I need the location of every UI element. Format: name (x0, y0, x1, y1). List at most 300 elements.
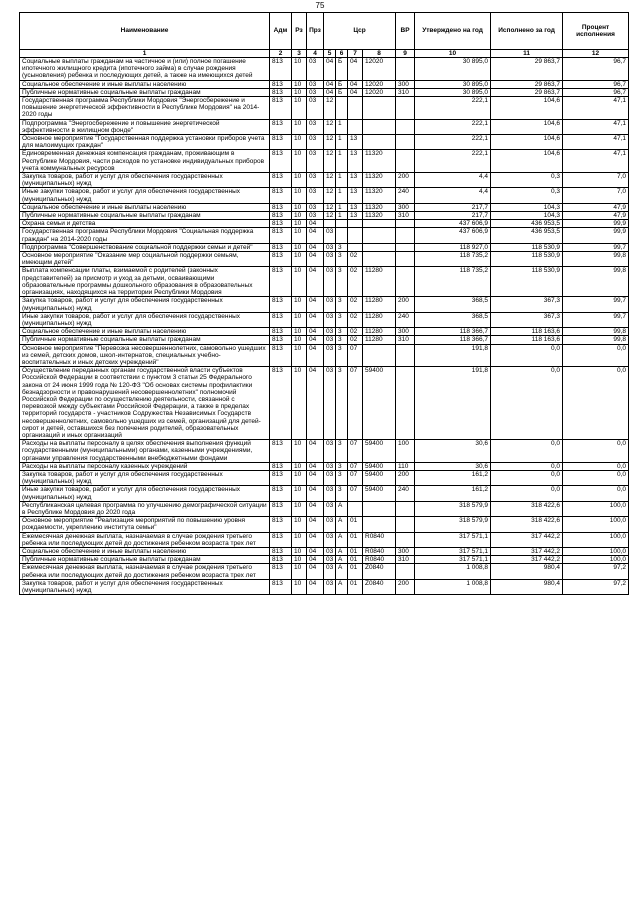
row-executed: 0,0 (491, 367, 563, 440)
row-name: Ежемесячная денежная выплата, назначаемая в случае рождения третьего ребенка или последующих детей до достижения ребенком возраста трех лет (20, 564, 270, 579)
row-percent: 99,7 (563, 312, 629, 327)
row-percent: 97,2 (563, 564, 629, 579)
row-name: Закупка товаров, работ и услуг для обеспечения государственных (муниципальных) нужд (20, 173, 270, 188)
row-adm: 813 (270, 486, 292, 501)
table-row (20, 220, 629, 228)
row-csr-program: 12 (324, 150, 336, 173)
row-name: Публичные нормативные социальные выплаты гражданам (20, 88, 270, 96)
row-percent: 100,0 (563, 556, 629, 564)
column-number: 5 (324, 50, 336, 58)
table-row (20, 462, 629, 470)
row-percent: 100,0 (563, 532, 629, 547)
row-rz: 10 (292, 243, 307, 251)
row-csr-program: 03 (324, 328, 336, 336)
row-approved: 222,1 (415, 97, 491, 120)
row-prz: 04 (307, 312, 324, 327)
row-percent: 0,0 (563, 462, 629, 470)
row-rz: 10 (292, 486, 307, 501)
row-csr-direction (363, 97, 396, 120)
row-csr-subprogram: 1 (336, 212, 348, 220)
row-prz: 04 (307, 297, 324, 312)
row-approved: 30,6 (415, 440, 491, 463)
row-name: Социальное обеспечение и иные выплаты населению (20, 328, 270, 336)
row-prz: 04 (307, 532, 324, 547)
row-csr-program: 12 (324, 119, 336, 134)
row-vr (396, 267, 415, 297)
row-percent: 99,8 (563, 336, 629, 344)
row-percent: 0,0 (563, 367, 629, 440)
row-adm: 813 (270, 119, 292, 134)
table-row (20, 267, 629, 297)
table-row (20, 297, 629, 312)
row-rz: 10 (292, 517, 307, 532)
row-rz: 10 (292, 501, 307, 516)
row-csr-subprogram: 1 (336, 188, 348, 203)
row-prz: 04 (307, 470, 324, 485)
row-csr-subprogram: 1 (336, 119, 348, 134)
row-prz: 04 (307, 228, 324, 243)
row-csr-program: 12 (324, 173, 336, 188)
row-csr-program: 03 (324, 470, 336, 485)
row-csr-program: 03 (324, 564, 336, 579)
column-number: 4 (307, 50, 324, 58)
row-prz: 04 (307, 267, 324, 297)
row-approved: 437 606,9 (415, 228, 491, 243)
row-adm: 813 (270, 344, 292, 367)
row-executed: 29 863,7 (491, 58, 563, 81)
row-csr-event (348, 97, 363, 120)
row-approved: 30,6 (415, 462, 491, 470)
row-csr-event: 13 (348, 212, 363, 220)
table-row (20, 564, 629, 579)
row-adm: 813 (270, 220, 292, 228)
row-prz: 03 (307, 80, 324, 88)
row-approved: 437 606,9 (415, 220, 491, 228)
row-rz: 10 (292, 267, 307, 297)
row-csr-event: 02 (348, 297, 363, 312)
row-approved: 217,7 (415, 203, 491, 211)
row-rz: 10 (292, 228, 307, 243)
row-name: Государственная программа Республики Мордовия "Социальная поддержка граждан" на 2014-2020 годы (20, 228, 270, 243)
row-csr-direction: 11320 (363, 203, 396, 211)
row-csr-direction: 11280 (363, 267, 396, 297)
row-approved: 118 927,0 (415, 243, 491, 251)
row-csr-event: 07 (348, 440, 363, 463)
row-percent: 96,7 (563, 58, 629, 81)
row-csr-program: 03 (324, 243, 336, 251)
row-name: Иные закупки товаров, работ и услуг для обеспечения государственных (муниципальных) нужд (20, 188, 270, 203)
row-executed: 118 530,9 (491, 243, 563, 251)
table-row (20, 517, 629, 532)
row-csr-subprogram: А (336, 532, 348, 547)
row-executed: 317 442,2 (491, 532, 563, 547)
table-row (20, 173, 629, 188)
row-csr-direction: 11280 (363, 312, 396, 327)
row-vr (396, 135, 415, 150)
column-number: 1 (20, 50, 270, 58)
row-vr: 300 (396, 203, 415, 211)
row-csr-event: 02 (348, 267, 363, 297)
row-name: Республиканская целевая программа по улучшению демографической ситуации в Республике Мордовия до 2020 года (20, 501, 270, 516)
row-name: Основное мероприятие "Оказание мер социальной поддержки семьям, имеющим детей" (20, 252, 270, 267)
row-rz: 10 (292, 252, 307, 267)
row-executed: 104,6 (491, 119, 563, 134)
row-csr-event: 07 (348, 344, 363, 367)
table-row (20, 188, 629, 203)
row-csr-event: 07 (348, 470, 363, 485)
row-approved: 317 571,1 (415, 548, 491, 556)
row-name: Закупка товаров, работ и услуг для обеспечения государственных (муниципальных) нужд (20, 579, 270, 594)
row-vr (396, 58, 415, 81)
row-approved: 118 366,7 (415, 336, 491, 344)
row-percent: 99,9 (563, 220, 629, 228)
row-adm: 813 (270, 297, 292, 312)
row-prz: 04 (307, 252, 324, 267)
row-executed: 436 953,5 (491, 220, 563, 228)
column-number: 2 (270, 50, 292, 58)
row-approved: 222,1 (415, 150, 491, 173)
row-adm: 813 (270, 579, 292, 594)
row-csr-event: 07 (348, 367, 363, 440)
row-csr-subprogram: 3 (336, 267, 348, 297)
row-adm: 813 (270, 556, 292, 564)
row-csr-event (348, 119, 363, 134)
row-rz: 10 (292, 173, 307, 188)
column-number: 9 (396, 50, 415, 58)
row-csr-subprogram: 3 (336, 252, 348, 267)
row-percent: 47,9 (563, 212, 629, 220)
row-vr: 310 (396, 212, 415, 220)
row-csr-program: 03 (324, 267, 336, 297)
table-row (20, 312, 629, 327)
row-csr-program: 03 (324, 517, 336, 532)
row-approved: 368,5 (415, 297, 491, 312)
row-adm: 813 (270, 267, 292, 297)
row-csr-subprogram (336, 228, 348, 243)
row-csr-direction: 59400 (363, 462, 396, 470)
table-row (20, 470, 629, 485)
row-adm: 813 (270, 548, 292, 556)
header-executed: Исполнено за год (491, 13, 563, 50)
row-executed: 367,3 (491, 297, 563, 312)
row-csr-event: 02 (348, 336, 363, 344)
row-csr-event: 01 (348, 548, 363, 556)
row-executed: 980,4 (491, 579, 563, 594)
row-prz: 04 (307, 556, 324, 564)
row-rz: 10 (292, 220, 307, 228)
header-name: Наименование (20, 13, 270, 50)
row-adm: 813 (270, 462, 292, 470)
row-csr-direction (363, 135, 396, 150)
row-csr-subprogram: 1 (336, 173, 348, 188)
table-row (20, 579, 629, 594)
row-csr-program: 12 (324, 135, 336, 150)
row-approved: 191,8 (415, 367, 491, 440)
column-number-row (20, 50, 629, 58)
row-vr (396, 532, 415, 547)
row-approved: 191,8 (415, 344, 491, 367)
table-row (20, 556, 629, 564)
row-csr-direction: 11320 (363, 150, 396, 173)
row-csr-subprogram: 3 (336, 344, 348, 367)
header-prz: Прз (307, 13, 324, 50)
row-prz: 03 (307, 135, 324, 150)
row-prz: 04 (307, 501, 324, 516)
row-csr-program: 03 (324, 344, 336, 367)
row-vr: 200 (396, 297, 415, 312)
row-csr-subprogram: 3 (336, 336, 348, 344)
row-csr-event (348, 501, 363, 516)
table-row (20, 228, 629, 243)
row-csr-subprogram: 1 (336, 135, 348, 150)
row-csr-subprogram: 3 (336, 328, 348, 336)
row-approved: 4,4 (415, 173, 491, 188)
row-prz: 04 (307, 243, 324, 251)
row-csr-subprogram: 1 (336, 150, 348, 173)
table-row (20, 212, 629, 220)
row-rz: 10 (292, 58, 307, 81)
row-csr-program: 03 (324, 579, 336, 594)
row-prz: 04 (307, 548, 324, 556)
row-csr-program: 03 (324, 501, 336, 516)
row-csr-program: 03 (324, 312, 336, 327)
row-executed: 317 442,2 (491, 548, 563, 556)
row-adm: 813 (270, 517, 292, 532)
row-prz: 04 (307, 517, 324, 532)
row-name: Публичные нормативные социальные выплаты гражданам (20, 556, 270, 564)
row-executed: 980,4 (491, 564, 563, 579)
row-csr-direction (363, 228, 396, 243)
row-adm: 813 (270, 58, 292, 81)
column-number: 12 (563, 50, 629, 58)
row-vr (396, 517, 415, 532)
row-csr-subprogram: 3 (336, 367, 348, 440)
row-percent: 99,8 (563, 328, 629, 336)
table-row (20, 344, 629, 367)
row-name: Закупка товаров, работ и услуг для обеспечения государственных (муниципальных) нужд (20, 297, 270, 312)
row-vr: 200 (396, 173, 415, 188)
row-name: Основное мероприятие "Государственная поддержка установки приборов учета для малоимущих граждан" (20, 135, 270, 150)
row-csr-direction (363, 243, 396, 251)
row-adm: 813 (270, 135, 292, 150)
row-executed: 104,6 (491, 97, 563, 120)
row-csr-subprogram: А (336, 501, 348, 516)
row-csr-program: 12 (324, 212, 336, 220)
row-rz: 10 (292, 97, 307, 120)
row-csr-direction: 59400 (363, 440, 396, 463)
row-name: Ежемесячная денежная выплата, назначаемая в случае рождения третьего ребенка или последующих детей до достижения ребенком возраста трех лет (20, 532, 270, 547)
column-number: 10 (415, 50, 491, 58)
table-row (20, 440, 629, 463)
row-percent: 47,9 (563, 203, 629, 211)
row-approved: 30 895,0 (415, 80, 491, 88)
row-percent: 97,2 (563, 579, 629, 594)
row-executed: 29 863,7 (491, 80, 563, 88)
table-row (20, 252, 629, 267)
column-number: 8 (363, 50, 396, 58)
row-approved: 317 571,1 (415, 556, 491, 564)
header-adm: Адм (270, 13, 292, 50)
row-executed: 118 163,6 (491, 336, 563, 344)
row-executed: 436 953,5 (491, 228, 563, 243)
row-name: Социальное обеспечение и иные выплаты населению (20, 548, 270, 556)
row-percent: 47,1 (563, 119, 629, 134)
row-name: Закупка товаров, работ и услуг для обеспечения государственных (муниципальных) нужд (20, 470, 270, 485)
row-vr (396, 97, 415, 120)
row-vr (396, 344, 415, 367)
row-executed: 0,0 (491, 344, 563, 367)
row-csr-subprogram: А (336, 517, 348, 532)
row-csr-subprogram: 3 (336, 440, 348, 463)
row-executed: 0,0 (491, 470, 563, 485)
row-name: Расходы на выплаты персоналу казенных учреждений (20, 462, 270, 470)
row-adm: 813 (270, 252, 292, 267)
row-percent: 7,0 (563, 173, 629, 188)
row-vr (396, 367, 415, 440)
row-csr-direction (363, 344, 396, 367)
table-row (20, 80, 629, 88)
row-percent: 99,9 (563, 228, 629, 243)
row-adm: 813 (270, 88, 292, 96)
row-executed: 0,3 (491, 188, 563, 203)
row-rz: 10 (292, 88, 307, 96)
row-csr-subprogram: 3 (336, 470, 348, 485)
row-percent: 47,1 (563, 97, 629, 120)
row-percent: 0,0 (563, 344, 629, 367)
row-executed: 118 530,9 (491, 267, 563, 297)
row-csr-direction: 11280 (363, 297, 396, 312)
row-csr-event: 04 (348, 80, 363, 88)
table-row (20, 58, 629, 81)
row-csr-subprogram (336, 97, 348, 120)
row-csr-subprogram: Б (336, 80, 348, 88)
row-csr-program: 03 (324, 556, 336, 564)
row-percent: 0,0 (563, 470, 629, 485)
row-approved: 368,5 (415, 312, 491, 327)
column-number: 3 (292, 50, 307, 58)
table-row (20, 367, 629, 440)
row-name: Социальное обеспечение и иные выплаты населению (20, 203, 270, 211)
row-csr-direction: 59400 (363, 367, 396, 440)
row-executed: 0,0 (491, 440, 563, 463)
row-rz: 10 (292, 440, 307, 463)
row-adm: 813 (270, 312, 292, 327)
row-vr: 200 (396, 579, 415, 594)
row-csr-subprogram: Б (336, 58, 348, 81)
row-percent: 7,0 (563, 188, 629, 203)
row-prz: 04 (307, 564, 324, 579)
row-csr-direction: 11280 (363, 336, 396, 344)
row-vr (396, 243, 415, 251)
row-vr (396, 252, 415, 267)
row-csr-direction (363, 517, 396, 532)
table-row (20, 501, 629, 516)
row-csr-subprogram: 3 (336, 297, 348, 312)
row-approved: 222,1 (415, 119, 491, 134)
row-csr-program: 12 (324, 97, 336, 120)
row-csr-event: 13 (348, 203, 363, 211)
row-name: Единовременная денежная компенсация гражданам, проживающим в Республике Мордовия, части расходов по установке индивидуальных приборов учета коммунальных ресурсов (20, 150, 270, 173)
row-rz: 10 (292, 579, 307, 594)
row-percent: 47,1 (563, 150, 629, 173)
row-name: Иные закупки товаров, работ и услуг для обеспечения государственных (муниципальных) нужд (20, 486, 270, 501)
row-csr-program: 04 (324, 80, 336, 88)
row-prz: 03 (307, 150, 324, 173)
row-executed: 0,0 (491, 462, 563, 470)
row-adm: 813 (270, 243, 292, 251)
row-csr-subprogram: 3 (336, 243, 348, 251)
row-name: Государственная программа Республики Мордовия "Энергосбережение и повышение энергетической эффективности в Республике Мордовия" на 2014-2020 годы (20, 97, 270, 120)
row-csr-program: 03 (324, 486, 336, 501)
row-prz: 04 (307, 486, 324, 501)
row-name: Подпрограмма "Совершенствование социальной поддержки семьи и детей" (20, 243, 270, 251)
row-csr-direction: R0840 (363, 532, 396, 547)
row-approved: 217,7 (415, 212, 491, 220)
row-csr-direction: 11320 (363, 173, 396, 188)
row-name: Иные закупки товаров, работ и услуг для обеспечения государственных (муниципальных) нужд (20, 312, 270, 327)
header-rz: Рз (292, 13, 307, 50)
row-name: Выплата компенсации платы, взимаемой с родителей (законных представителей) за присмотр и уход за детьми, осваивающими образовательные программы дошкольного образования в образовательных организациях, находящихся на территории Республики Мордовия (20, 267, 270, 297)
row-adm: 813 (270, 367, 292, 440)
row-name: Социальные выплаты гражданам на частичное и (или) полное погашение ипотечного жилищного кредита (ипотечного займа) в случае рождения (усыновления) ребенка и последующих детей, а также на имеющихся детей (20, 58, 270, 81)
row-rz: 10 (292, 212, 307, 220)
header-csr: Цср (324, 13, 396, 50)
row-rz: 10 (292, 312, 307, 327)
row-csr-program (324, 220, 336, 228)
row-approved: 118 366,7 (415, 328, 491, 336)
row-csr-event: 13 (348, 135, 363, 150)
row-adm: 813 (270, 173, 292, 188)
row-adm: 813 (270, 188, 292, 203)
row-percent: 0,0 (563, 440, 629, 463)
row-csr-event (348, 243, 363, 251)
row-csr-program: 03 (324, 532, 336, 547)
row-csr-event: 01 (348, 556, 363, 564)
row-rz: 10 (292, 297, 307, 312)
row-csr-event: 13 (348, 173, 363, 188)
table-row (20, 135, 629, 150)
table-row (20, 486, 629, 501)
row-prz: 04 (307, 579, 324, 594)
row-csr-direction (363, 119, 396, 134)
row-rz: 10 (292, 203, 307, 211)
row-csr-program: 04 (324, 88, 336, 96)
row-adm: 813 (270, 440, 292, 463)
row-adm: 813 (270, 228, 292, 243)
row-rz: 10 (292, 80, 307, 88)
row-csr-direction: 12020 (363, 80, 396, 88)
row-prz: 03 (307, 203, 324, 211)
row-csr-subprogram: А (336, 564, 348, 579)
row-rz: 10 (292, 462, 307, 470)
row-approved: 161,2 (415, 486, 491, 501)
row-csr-event: 07 (348, 486, 363, 501)
row-vr: 240 (396, 486, 415, 501)
row-vr: 200 (396, 470, 415, 485)
row-executed: 104,6 (491, 135, 563, 150)
row-executed: 104,3 (491, 203, 563, 211)
row-csr-program: 03 (324, 252, 336, 267)
row-name: Подпрограмма "Энергосбережение и повышение энергетической эффективности в жилищном фонде" (20, 119, 270, 134)
row-vr: 100 (396, 440, 415, 463)
table-row (20, 548, 629, 556)
row-csr-subprogram: 3 (336, 462, 348, 470)
row-csr-program: 03 (324, 297, 336, 312)
row-csr-event: 01 (348, 517, 363, 532)
row-executed: 118 163,6 (491, 328, 563, 336)
row-csr-direction (363, 252, 396, 267)
row-csr-event: 13 (348, 150, 363, 173)
